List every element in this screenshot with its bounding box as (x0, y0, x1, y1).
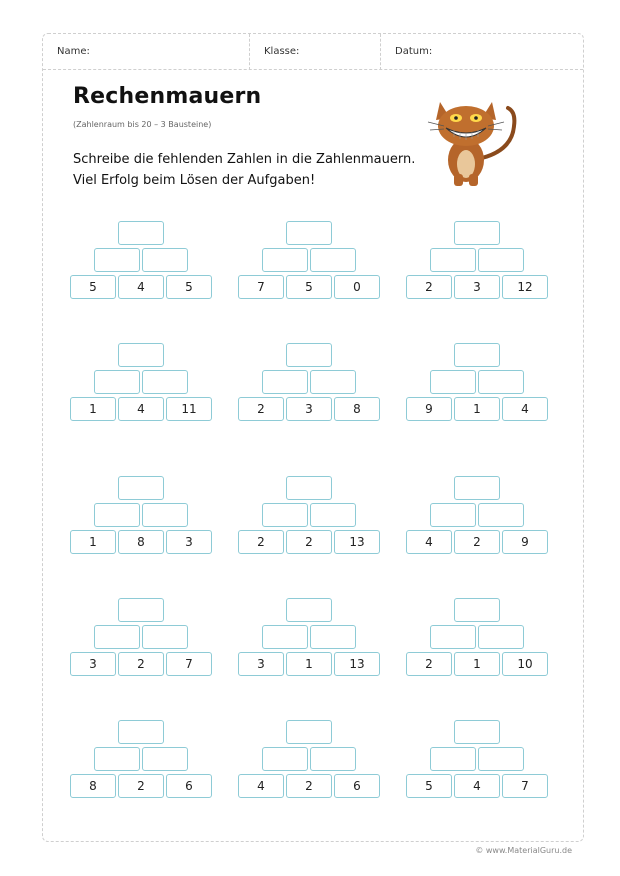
wall-top-brick[interactable] (454, 343, 500, 367)
wall-base-brick: 2 (286, 774, 332, 798)
wall-base-brick: 9 (502, 530, 548, 554)
wall-middle-brick[interactable] (430, 248, 476, 272)
wall-middle-brick[interactable] (142, 503, 188, 527)
copyright-footer: © www.MaterialGuru.de (475, 846, 572, 855)
wall-base-brick: 5 (166, 275, 212, 299)
wall-middle-brick[interactable] (262, 370, 308, 394)
wall-middle-brick[interactable] (310, 503, 356, 527)
wall-middle-brick[interactable] (262, 248, 308, 272)
header-row (43, 34, 583, 70)
wall-top-brick[interactable] (454, 476, 500, 500)
wall-base-brick: 5 (286, 275, 332, 299)
name-label: Name: (57, 46, 90, 57)
wall-middle-brick[interactable] (430, 503, 476, 527)
wall-top-brick[interactable] (286, 343, 332, 367)
wall-middle-brick[interactable] (310, 248, 356, 272)
number-wall (70, 221, 214, 299)
wall-top-brick[interactable] (118, 476, 164, 500)
number-wall (406, 598, 550, 676)
wall-top-brick[interactable] (118, 343, 164, 367)
wall-base-brick: 4 (118, 275, 164, 299)
number-wall (238, 221, 382, 299)
wall-middle-brick[interactable] (142, 370, 188, 394)
wall-base-brick: 9 (406, 397, 452, 421)
wall-base-brick: 4 (118, 397, 164, 421)
wall-base-brick: 2 (286, 530, 332, 554)
wall-middle-brick[interactable] (94, 625, 140, 649)
instruction-line: Viel Erfolg beim Lösen der Aufgaben! (73, 173, 316, 188)
date-field[interactable] (380, 34, 585, 70)
wall-base-brick: 3 (286, 397, 332, 421)
grinning-cat-icon (424, 88, 524, 188)
page-title: Rechenmauern (73, 84, 262, 109)
wall-middle-brick[interactable] (142, 625, 188, 649)
wall-middle-brick[interactable] (94, 370, 140, 394)
wall-base-brick: 3 (238, 652, 284, 676)
wall-base-brick: 10 (502, 652, 548, 676)
wall-middle-brick[interactable] (262, 625, 308, 649)
wall-middle-brick[interactable] (142, 248, 188, 272)
wall-base-brick: 4 (238, 774, 284, 798)
page-subtitle: (Zahlenraum bis 20 – 3 Bausteine) (73, 120, 212, 129)
wall-base-brick: 2 (118, 774, 164, 798)
wall-middle-brick[interactable] (430, 625, 476, 649)
number-wall (238, 476, 382, 554)
number-wall (406, 476, 550, 554)
wall-base-brick: 1 (454, 397, 500, 421)
wall-base-brick: 7 (166, 652, 212, 676)
wall-top-brick[interactable] (118, 221, 164, 245)
wall-base-brick: 7 (238, 275, 284, 299)
wall-base-brick: 2 (406, 275, 452, 299)
wall-base-brick: 4 (502, 397, 548, 421)
number-wall (70, 343, 214, 421)
class-label: Klasse: (264, 46, 300, 57)
wall-base-brick: 1 (454, 652, 500, 676)
wall-middle-brick[interactable] (310, 747, 356, 771)
wall-middle-brick[interactable] (478, 248, 524, 272)
wall-base-brick: 2 (238, 530, 284, 554)
number-wall (70, 598, 214, 676)
wall-top-brick[interactable] (286, 476, 332, 500)
number-wall (406, 343, 550, 421)
wall-middle-brick[interactable] (478, 370, 524, 394)
wall-middle-brick[interactable] (478, 625, 524, 649)
wall-base-brick: 1 (70, 530, 116, 554)
wall-base-brick: 11 (166, 397, 212, 421)
wall-top-brick[interactable] (454, 720, 500, 744)
wall-base-brick: 2 (238, 397, 284, 421)
wall-top-brick[interactable] (118, 598, 164, 622)
wall-base-brick: 1 (70, 397, 116, 421)
number-wall (238, 598, 382, 676)
wall-top-brick[interactable] (286, 720, 332, 744)
number-wall (406, 720, 550, 798)
wall-base-brick: 13 (334, 530, 380, 554)
wall-middle-brick[interactable] (478, 503, 524, 527)
number-wall (406, 221, 550, 299)
wall-middle-brick[interactable] (262, 503, 308, 527)
instruction-line: Schreibe die fehlenden Zahlen in die Zahlenmauern. (73, 152, 416, 167)
wall-middle-brick[interactable] (262, 747, 308, 771)
wall-base-brick: 2 (118, 652, 164, 676)
wall-base-brick: 12 (502, 275, 548, 299)
wall-base-brick: 2 (454, 530, 500, 554)
wall-base-brick: 4 (406, 530, 452, 554)
number-wall (70, 476, 214, 554)
date-label: Datum: (395, 46, 433, 57)
wall-top-brick[interactable] (454, 598, 500, 622)
wall-base-brick: 3 (70, 652, 116, 676)
wall-middle-brick[interactable] (94, 747, 140, 771)
wall-middle-brick[interactable] (94, 248, 140, 272)
number-wall (238, 343, 382, 421)
wall-base-brick: 2 (406, 652, 452, 676)
wall-middle-brick[interactable] (430, 747, 476, 771)
wall-base-brick: 3 (454, 275, 500, 299)
wall-base-brick: 1 (286, 652, 332, 676)
wall-base-brick: 8 (334, 397, 380, 421)
wall-top-brick[interactable] (286, 598, 332, 622)
wall-middle-brick[interactable] (310, 625, 356, 649)
wall-base-brick: 5 (70, 275, 116, 299)
wall-base-brick: 6 (334, 774, 380, 798)
wall-base-brick: 8 (118, 530, 164, 554)
wall-middle-brick[interactable] (310, 370, 356, 394)
wall-base-brick: 0 (334, 275, 380, 299)
wall-top-brick[interactable] (286, 221, 332, 245)
wall-base-brick: 4 (454, 774, 500, 798)
wall-middle-brick[interactable] (478, 747, 524, 771)
wall-base-brick: 6 (166, 774, 212, 798)
wall-middle-brick[interactable] (142, 747, 188, 771)
wall-base-brick: 13 (334, 652, 380, 676)
wall-top-brick[interactable] (454, 221, 500, 245)
instructions (73, 149, 415, 191)
number-wall (238, 720, 382, 798)
number-wall (70, 720, 214, 798)
wall-base-brick: 5 (406, 774, 452, 798)
wall-top-brick[interactable] (118, 720, 164, 744)
wall-middle-brick[interactable] (94, 503, 140, 527)
name-field[interactable] (43, 34, 249, 70)
wall-base-brick: 3 (166, 530, 212, 554)
class-field[interactable] (249, 34, 380, 70)
wall-base-brick: 7 (502, 774, 548, 798)
wall-middle-brick[interactable] (430, 370, 476, 394)
wall-base-brick: 8 (70, 774, 116, 798)
